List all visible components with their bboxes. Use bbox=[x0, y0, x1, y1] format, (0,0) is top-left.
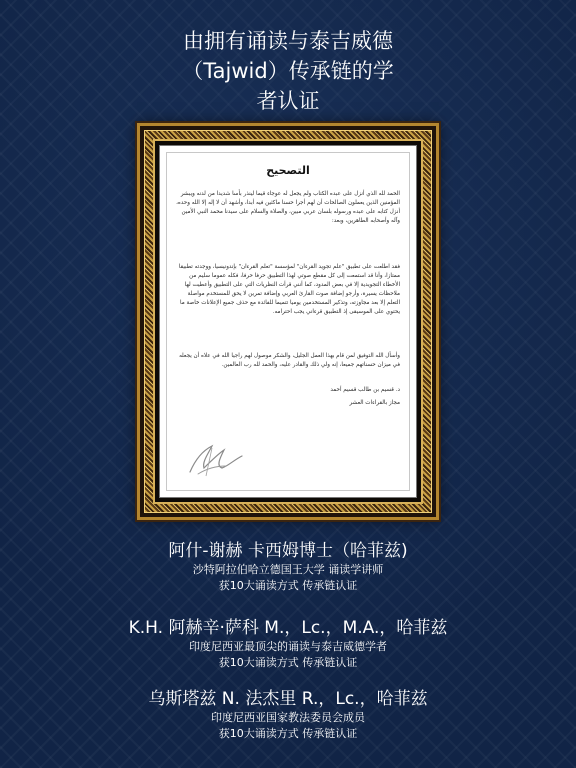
title-line-1: 由拥有诵读与泰吉威德 bbox=[183, 29, 393, 53]
scholar-2-certification: 获10大诵读方式 传承链认证 bbox=[218, 656, 358, 669]
scholar-3-name: 乌斯塔兹 N. 法杰里 R.，Lc.，哈菲兹 bbox=[148, 689, 428, 709]
signer-name: د. قسيم بن طالب قسيم أحمد bbox=[330, 387, 400, 393]
signature-image bbox=[182, 436, 252, 480]
page-title bbox=[0, 26, 576, 116]
certificate-inner-frame bbox=[153, 139, 423, 504]
scholar-1-name: 阿什-谢赫 卡西姆博士（哈菲兹) bbox=[168, 541, 408, 561]
scholar-3-affiliation: 印度尼西亚国家教法委员会成员 bbox=[211, 711, 365, 724]
certificate-paragraph-3: وأسأل الله التوفيق لمن قام بهذا العمل الجليل، والشكر موصول لهم راجيا الله في علاه أن يجعله في ميزان حسناتهم جميعا، إنه ولي ذلك والقادر عليه، والحمد لله رب العالمين. bbox=[179, 353, 400, 368]
scholar-2-name: K.H. 阿赫辛·萨科 M.，Lc.，M.A.，哈菲兹 bbox=[128, 618, 448, 638]
signer-title: مجاز بالقراءات العشر bbox=[349, 400, 400, 406]
scholar-1-certification: 获10大诵读方式 传承链认证 bbox=[218, 579, 358, 592]
certificate-paragraph-2: فقد اطلعت على تطبيق "علم تجويد القرءان" لمؤسسة "تعلم القرءان" بإندونيسيا، ووجدته تطبيقا ممتازا، وأنا قد استمعت إلى كل مقطع صوتي لهذا التطبيق حرفا حرفا، فكله عموما سليم من الأخطاء التجويدية إلا في بعض المدود، كما أنني قرأت النظريات التي على التطبيق وأعطيت لها ملاحظات يسيرة، وأرجو إضافة صوت القارئ العربي وإضافة تمرين لا يحق للمستخدم مواصلة التعلم إلا بعد مجاوزته، وتذكير المستخدمين يوميا تتميما للفائدة مع حذف جميع الإعلانات خاصة ما يحتوي على الموسيقى إذ التطبيق قرءاني يجب احترامه. bbox=[178, 264, 400, 315]
certificate-heading: التصحيح bbox=[266, 164, 310, 177]
scholar-2 bbox=[0, 617, 576, 671]
scholar-1 bbox=[0, 540, 576, 594]
certificate-paragraph-1: الحمد لله الذي أنزل على عبده الكتاب ولم يجعل له عوجاء قيما لينذر بأسا شديدا من لدنه ويبشر المؤمنين الذين يعملون الصالحات أن لهم أجرا حسنا ماكثين فيه أبدا، وأشهد أن لا إله إلا الله وحده، أنزل كتابه على عبده ورسوله بلسان عربي مبين، والصلاة والسلام على سيدنا محمد النبي الأمين وآله وأصحابه الطاهرين، وبعد: bbox=[176, 191, 400, 224]
scholar-3-certification: 获10大诵读方式 传承链认证 bbox=[218, 727, 358, 740]
title-line-3: 者认证 bbox=[256, 89, 320, 113]
scholar-1-affiliation: 沙特阿拉伯哈立德国王大学 诵读学讲师 bbox=[192, 563, 384, 576]
certificate-frame bbox=[137, 123, 439, 520]
title-line-2: （Tajwid）传承链的学 bbox=[182, 59, 394, 83]
scholar-2-affiliation: 印度尼西亚最顶尖的诵读与泰吉威德学者 bbox=[189, 640, 387, 653]
scholar-3 bbox=[0, 688, 576, 742]
certificate-document bbox=[159, 145, 417, 498]
